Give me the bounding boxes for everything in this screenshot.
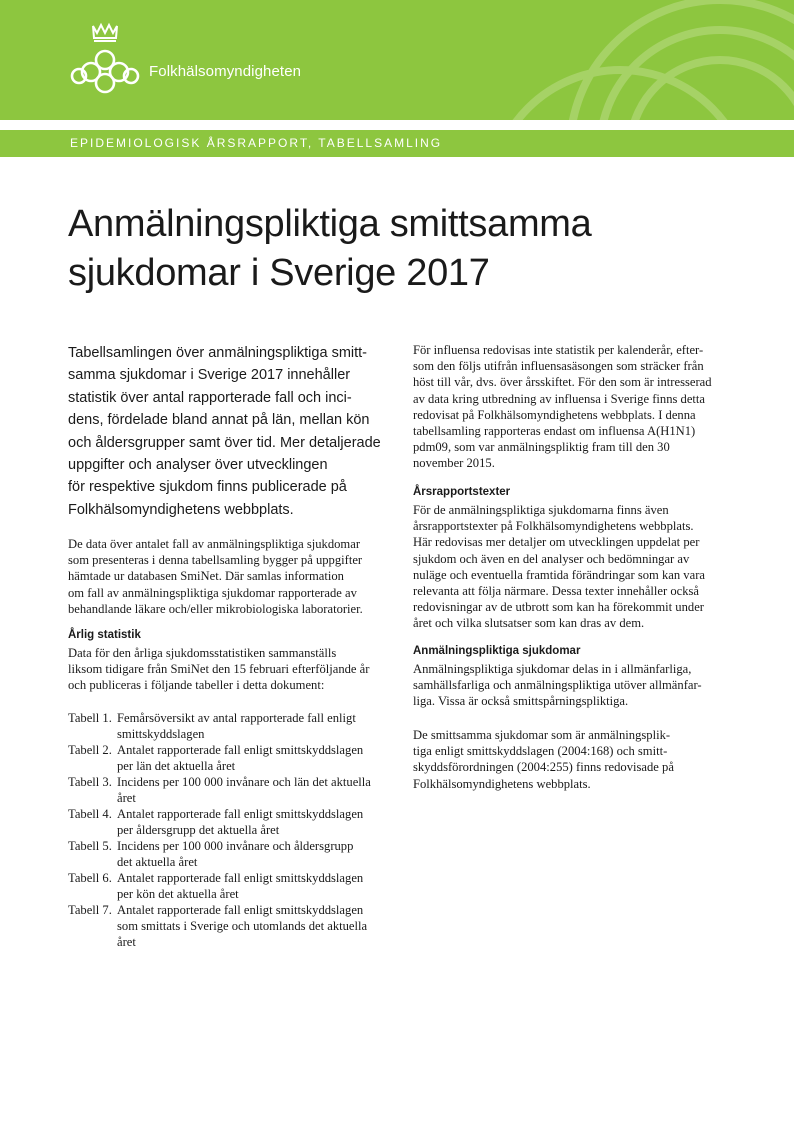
text-line: Antalet rapporterade fall enligt smittskyddslagen <box>117 903 364 917</box>
text-line: som den följs utifrån influensasäsongen som sträcker från <box>413 359 704 374</box>
text-line: skyddsförordningen (2004:255) finns redovisade på <box>413 760 674 775</box>
text-line: Incidens per 100 000 invånare och län det aktuella <box>117 775 371 789</box>
list-item <box>68 806 388 838</box>
table-label: Tabell 4. <box>68 807 112 821</box>
list-item <box>68 710 388 742</box>
list-item <box>68 838 388 870</box>
page-title <box>68 200 748 298</box>
table-label: Tabell 5. <box>68 839 112 853</box>
header-divider <box>0 120 794 130</box>
text-line: och publiceras i följande tabeller i detta dokument: <box>68 678 325 693</box>
influenza-paragraph <box>413 342 733 472</box>
notifiable-diseases-heading: Anmälningspliktiga sjukdomar <box>413 645 581 657</box>
table-description <box>117 870 363 902</box>
text-line: redovisat på Folkhälsomyndighetens webbplats. I denna <box>413 407 696 422</box>
text-line: Incidens per 100 000 invånare och åldersgrupp <box>117 839 354 853</box>
text-line: Antalet rapporterade fall enligt smittskyddslagen <box>117 743 364 757</box>
intro-line: dens, fördelade bland annat på län, mellan kön <box>68 412 370 429</box>
annual-statistics-heading: Årlig statistik <box>68 629 141 641</box>
table-label: Tabell 1. <box>68 711 112 725</box>
table-description <box>117 774 371 806</box>
text-line: året och vilka slutsatser som kan dras av dem. <box>413 616 645 631</box>
text-line: behandlande läkare och/eller mikrobiologiska laboratorier. <box>68 601 363 616</box>
text-line: smittskyddslagen <box>117 727 205 741</box>
list-item <box>68 742 388 774</box>
text-line: liga. Vissa är också smittspårningspliktiga. <box>413 694 629 709</box>
text-line: det aktuella året <box>117 855 198 869</box>
list-item <box>68 902 388 950</box>
table-description <box>117 902 367 950</box>
report-texts-heading: Årsrapportstexter <box>413 486 511 498</box>
page-title-line: Anmälningspliktiga smittsamma <box>68 203 592 245</box>
text-line: nuläge och eventuella framtida förändringar som kan vara <box>413 567 705 582</box>
intro-line: samma sjukdomar i Sverige 2017 innehåller <box>68 367 351 384</box>
table-label: Tabell 7. <box>68 903 112 917</box>
text-line: För de anmälningspliktiga sjukdomarna finns även <box>413 503 669 517</box>
intro-line: för respektive sjukdom finns publicerade på <box>68 479 347 496</box>
table-label: Tabell 6. <box>68 871 112 885</box>
text-line: Femårsöversikt av antal rapporterade fall enligt <box>117 711 356 725</box>
text-line: liksom tidigare från SmiNet den 15 februari efterföljande år <box>68 662 370 677</box>
header-banner <box>0 0 794 120</box>
text-line: Antalet rapporterade fall enligt smittskyddslagen <box>117 871 364 885</box>
text-line: året <box>117 935 136 949</box>
text-line: per län det aktuella året <box>117 759 236 773</box>
report-texts-paragraph <box>413 502 733 632</box>
text-line: årsrapportstexter på Folkhälsomyndighetens webbplats. <box>413 519 694 534</box>
list-item <box>68 774 388 806</box>
text-line: Data för den årliga sjukdomsstatistiken sammanställs <box>68 646 337 660</box>
intro-line: och åldersgrupper samt över tid. Mer detaljerade <box>68 434 381 451</box>
text-line: som smittats i Sverige och utomlands det aktuella <box>117 919 368 933</box>
data-source-paragraph <box>68 536 388 617</box>
text-line: per kön det aktuella året <box>117 887 239 901</box>
series-band <box>0 130 794 157</box>
text-line: hämtade ur databasen SmiNet. Där samlas information <box>68 569 344 584</box>
text-line: De data över antalet fall av anmälningspliktiga sjukdomar <box>68 537 361 551</box>
text-line: Anmälningspliktiga sjukdomar delas in i allmänfarliga, <box>413 662 692 676</box>
intro-line: Tabellsamlingen över anmälningspliktiga smitt- <box>68 345 367 361</box>
intro-line: Folkhälsomyndighetens webbplats. <box>68 501 294 518</box>
table-description <box>117 710 356 742</box>
table-description <box>117 838 353 870</box>
text-line: tiga enligt smittskyddslagen (2004:168) och smitt- <box>413 744 668 759</box>
text-line: november 2015. <box>413 456 495 471</box>
page-title-line: sjukdomar i Sverige 2017 <box>68 252 490 294</box>
annual-statistics-paragraph <box>68 645 388 694</box>
text-line: sjukdom och även en del analyser och bedömningar av <box>413 551 690 566</box>
intro-line: uppgifter och analyser över utvecklingen <box>68 457 328 474</box>
text-line: För influensa redovisas inte statistik per kalenderår, efter- <box>413 343 704 357</box>
list-item <box>68 870 388 902</box>
text-line: relevanta att följa närmare. Dessa texter innehåller också <box>413 584 700 599</box>
text-line: tabellsamling rapporteras endast om influensa A(H1N1) <box>413 424 696 439</box>
text-line: som presenteras i denna tabellsamling bygger på uppgifter <box>68 553 363 568</box>
logo-emblem-icon <box>66 20 144 98</box>
text-line: De smittsamma sjukdomar som är anmälningsplik- <box>413 728 671 742</box>
text-line: året <box>117 791 136 805</box>
legislation-paragraph <box>413 727 733 792</box>
text-line: samhällsfarliga och anmälningspliktiga utöver allmänfar- <box>413 678 702 693</box>
table-label: Tabell 2. <box>68 743 112 757</box>
series-label: EPIDEMIOLOGISK ÅRSRAPPORT, TABELLSAMLING <box>70 136 443 150</box>
text-line: av data kring utbredning av influensa i Sverige finns detta <box>413 391 706 406</box>
text-line: redovisningar av de utbrott som kan ha förekommit under <box>413 600 704 615</box>
intro-paragraph <box>68 342 386 521</box>
text-line: om fall av anmälningspliktiga sjukdomar rapporterade av <box>68 585 357 600</box>
table-description <box>117 806 363 838</box>
table-description <box>117 742 363 774</box>
text-line: per åldersgrupp det aktuella året <box>117 823 280 837</box>
table-label: Tabell 3. <box>68 775 112 789</box>
table-list <box>68 710 388 950</box>
text-line: Folkhälsomyndighetens webbplats. <box>413 776 591 791</box>
brand-name: Folkhälsomyndigheten <box>149 63 302 80</box>
text-line: Antalet rapporterade fall enligt smittskyddslagen <box>117 807 364 821</box>
notifiable-diseases-paragraph <box>413 661 733 710</box>
text-line: pdm09, som var anmälningspliktig fram till den 30 <box>413 440 670 455</box>
text-line: höst till vår, dvs. över årsskiftet. För den som är intresserad <box>413 375 712 390</box>
intro-line: statistik över antal rapporterade fall och inci- <box>68 389 352 406</box>
text-line: Här redovisas mer detaljer om utvecklingen uppdelat per <box>413 535 700 550</box>
